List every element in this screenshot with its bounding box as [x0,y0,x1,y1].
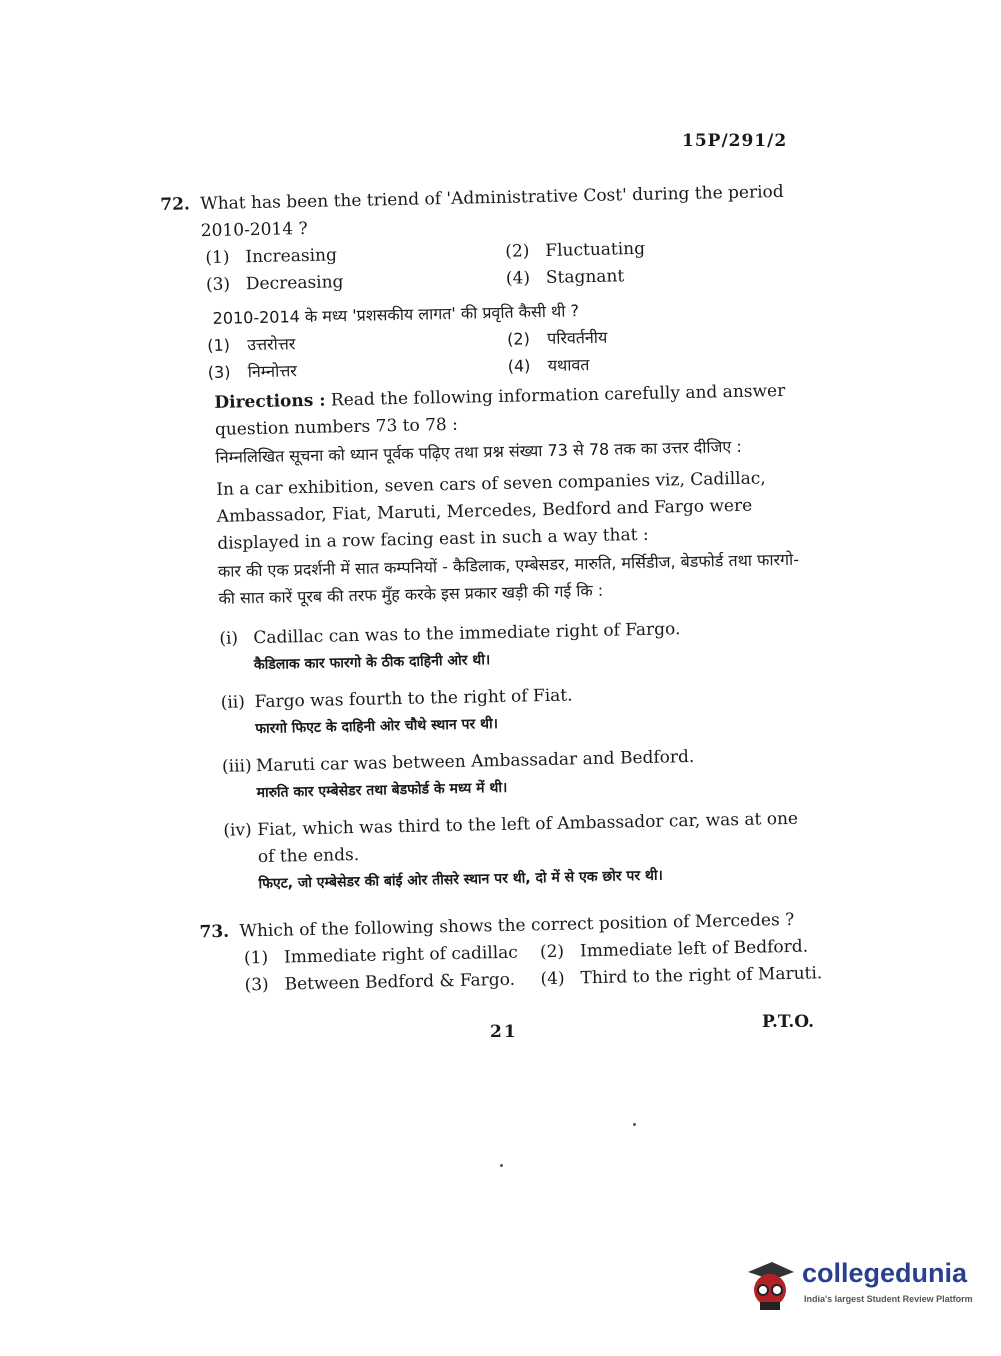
mascot-icon [744,1258,796,1312]
option-number: (4) [540,968,565,990]
statement-iii-hindi: मारुति कार एम्बेसेडर तथा बेडफोर्ड के मध्य में थी। [256,779,508,802]
question-content [160,179,823,1001]
option-number: (2) [506,329,531,349]
option-label: Immediate right of cadillac [283,942,519,968]
option-number: (4) [505,268,531,289]
statement-text: Maruti car was between Ambassadar and Bedford. [255,746,695,777]
option-label: उत्तरोत्तर [247,334,296,355]
page-number: 21 [490,1022,518,1042]
option-3 [244,966,541,999]
question-text: What has been the triend of 'Administrative Cost' during the period 2010-2014 ? [200,181,784,242]
statements [219,614,815,899]
option-label: Decreasing [245,272,344,295]
option-4 [540,960,840,993]
option-number: (3) [207,362,231,383]
statement-i-hindi: कैडिलाक कार फारगो के ठीक दाहिनी ओर थी। [253,652,491,674]
scan-speck [500,1164,503,1167]
option-number: (3) [244,974,269,996]
directions-hindi: निम्नलिखित सूचना को ध्यान पूर्वक पढ़िए तथा प्रश्न संख्या 73 से 78 तक का उत्तर दीजिए : [215,436,742,467]
scan-speck [633,1123,636,1126]
statement-ii-hindi: फारगो फिएट के दाहिनी ओर चौथे स्थान पर थी। [255,716,499,738]
statement-text: Cadillac can was to the immediate right of Fargo. [253,619,681,649]
statement-number: (i) [219,628,239,649]
option-number: (3) [205,274,231,296]
question-text-hindi: 2010-2014 के मध्य 'प्रशसकीय लागत' की प्रवृति कैसी थी ? [212,301,580,328]
option-label: Increasing [245,245,338,268]
options-en [243,933,823,999]
option-label: Fluctuating [545,238,646,261]
question-number: 72. [160,194,191,215]
directions-text: Read the following information carefully and answer question numbers 73 to 78 : [214,380,786,440]
statement-text: Fiat, which was third to the left of Ambassador car, was at one of the ends. [257,808,799,868]
option-3 [206,266,506,299]
option-number: (1) [207,335,231,356]
options-hi [207,320,804,386]
collegedunia-watermark [744,1250,974,1314]
pto-label: P.T.O. [762,1012,814,1032]
question-number: 73. [199,921,230,943]
passage-hindi: कार की एक प्रदर्शनी में सात कम्पनियों - कैडिलाक, एम्बेसडर, मारुति, मर्सिडीज, बेडफोर्ड तथा फारगो- की सात कारें पूरब की तरफ मुँह करके इस प्रकार खड़ी की गई कि : [217,549,800,608]
option-4 [507,346,807,379]
option-3 [208,353,508,386]
option-label: Between Bedford & Fargo. [284,969,516,995]
brand-tagline: India's largest Student Review Platform [804,1294,973,1304]
question-text: Which of the following shows the correct position of Mercedes ? [239,909,795,942]
option-number: (2) [505,241,530,262]
statement-iv-hindi: फिएट, जो एम्बेसेडर की बांई ओर तीसरे स्थान पर थी, दो में से एक छोर पर थी। [258,867,664,893]
option-label: Immediate left of Bedford. [579,936,809,962]
question-73 [199,906,823,1000]
option-4 [506,259,806,292]
option-label: Third to the right of Maruti. [580,963,823,989]
option-number: (1) [243,947,269,969]
statement-number: (iv) [223,820,252,841]
brand-name: collegedunia [802,1258,968,1288]
paper-code: 15P/291/2 [682,131,788,151]
option-number: (2) [539,941,565,963]
option-number: (1) [205,247,230,269]
option-label: परिवर्तनीय [546,327,608,348]
statement-text: Fargo was fourth to the right of Fiat. [254,685,573,713]
directions-label: Directions : [214,390,326,413]
statement-number: (ii) [220,692,246,713]
option-number: (4) [507,356,531,376]
options-en [205,233,802,299]
statement-number: (iii) [221,756,252,777]
option-label: यथावत [547,355,590,375]
option-label: निम्नोत्तर [247,361,298,382]
option-label: Stagnant [545,266,625,288]
passage: In a car exhibition, seven cars of seven companies viz, Cadillac, Ambassador, Fiat, Maruti, Mercedes, Bedford and Fargo were displayed in a row facing east in such a way that : [216,468,766,554]
